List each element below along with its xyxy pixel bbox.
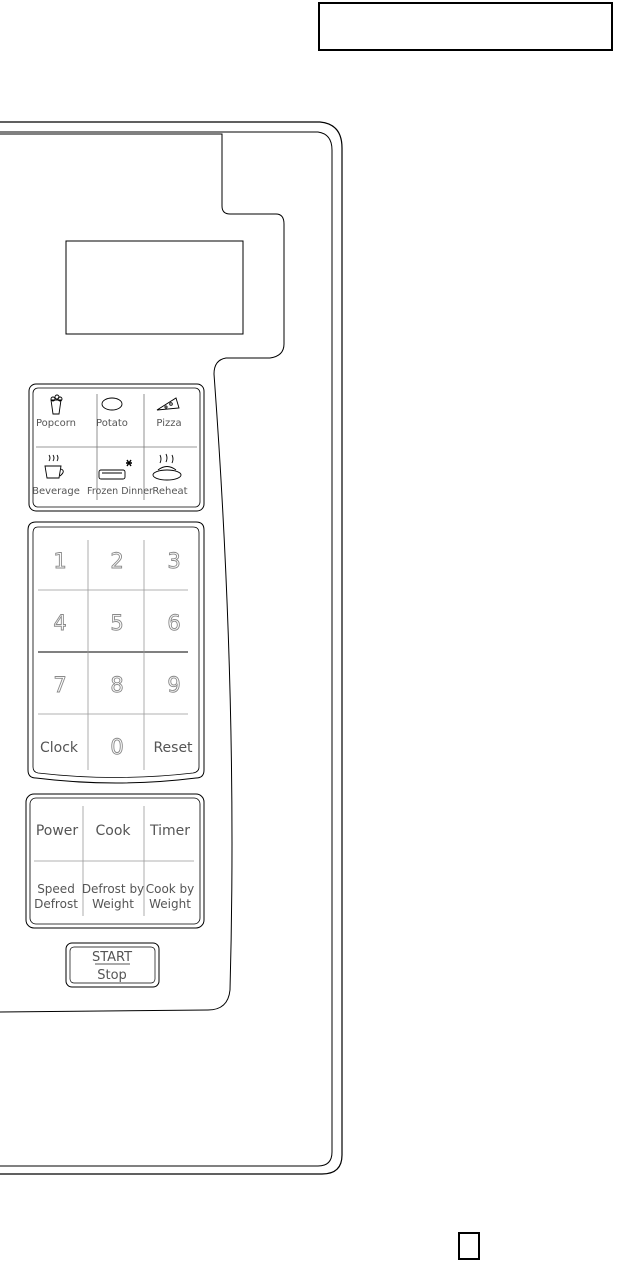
key-0[interactable]: 0 (110, 735, 124, 759)
key-9[interactable]: 9 (167, 673, 181, 697)
defrost-by-weight-line1: Defrost by (81, 882, 145, 896)
key-7[interactable]: 7 (53, 673, 67, 697)
clock-key[interactable]: Clock (39, 740, 79, 756)
key-4[interactable]: 4 (53, 611, 67, 635)
beverage-icon (45, 455, 63, 478)
speed-defrost-key[interactable] (34, 882, 78, 911)
key-2[interactable]: 2 (110, 549, 124, 573)
auto-cook-label-reheat: Reheat (152, 486, 188, 497)
auto-cook-label-popcorn: Popcorn (35, 418, 77, 429)
start-label: START (91, 950, 133, 965)
reheat-icon (153, 454, 181, 480)
reset-key[interactable]: Reset (153, 740, 193, 756)
display-window (66, 241, 243, 334)
auto-cook-label-potato: Potato (96, 418, 128, 429)
defrost-by-weight-key[interactable] (82, 882, 144, 911)
auto-cook-label-pizza: Pizza (156, 418, 182, 429)
cook-by-weight-line1: Cook by (145, 882, 195, 896)
panel-outer-outline (0, 122, 342, 1174)
popcorn-icon (51, 395, 62, 414)
page-marker-box (458, 1232, 480, 1260)
potato-icon (102, 398, 122, 410)
key-1[interactable]: 1 (53, 549, 67, 573)
key-8[interactable]: 8 (110, 673, 124, 697)
key-3[interactable]: 3 (167, 549, 181, 573)
control-face-outline (0, 134, 284, 1012)
defrost-by-weight-line2: Weight (92, 897, 134, 911)
stop-label: Stop (97, 968, 127, 983)
speed-defrost-line1: Speed (37, 882, 75, 896)
frozen-dinner-icon (99, 460, 132, 479)
timer-key[interactable]: Timer (149, 823, 191, 839)
cook-key[interactable]: Cook (95, 823, 131, 839)
speed-defrost-line2: Defrost (34, 897, 78, 911)
auto-cook-label-beverage: Beverage (32, 486, 80, 497)
cook-by-weight-key[interactable] (146, 882, 195, 911)
start-stop-button[interactable] (66, 943, 159, 987)
auto-cook-label-frozen-dinner: Frozen Dinner (87, 486, 153, 497)
cook-by-weight-line2: Weight (149, 897, 191, 911)
key-6[interactable]: 6 (167, 611, 181, 635)
key-5[interactable]: 5 (110, 611, 124, 635)
pizza-icon (157, 398, 179, 410)
power-key[interactable]: Power (35, 823, 79, 839)
